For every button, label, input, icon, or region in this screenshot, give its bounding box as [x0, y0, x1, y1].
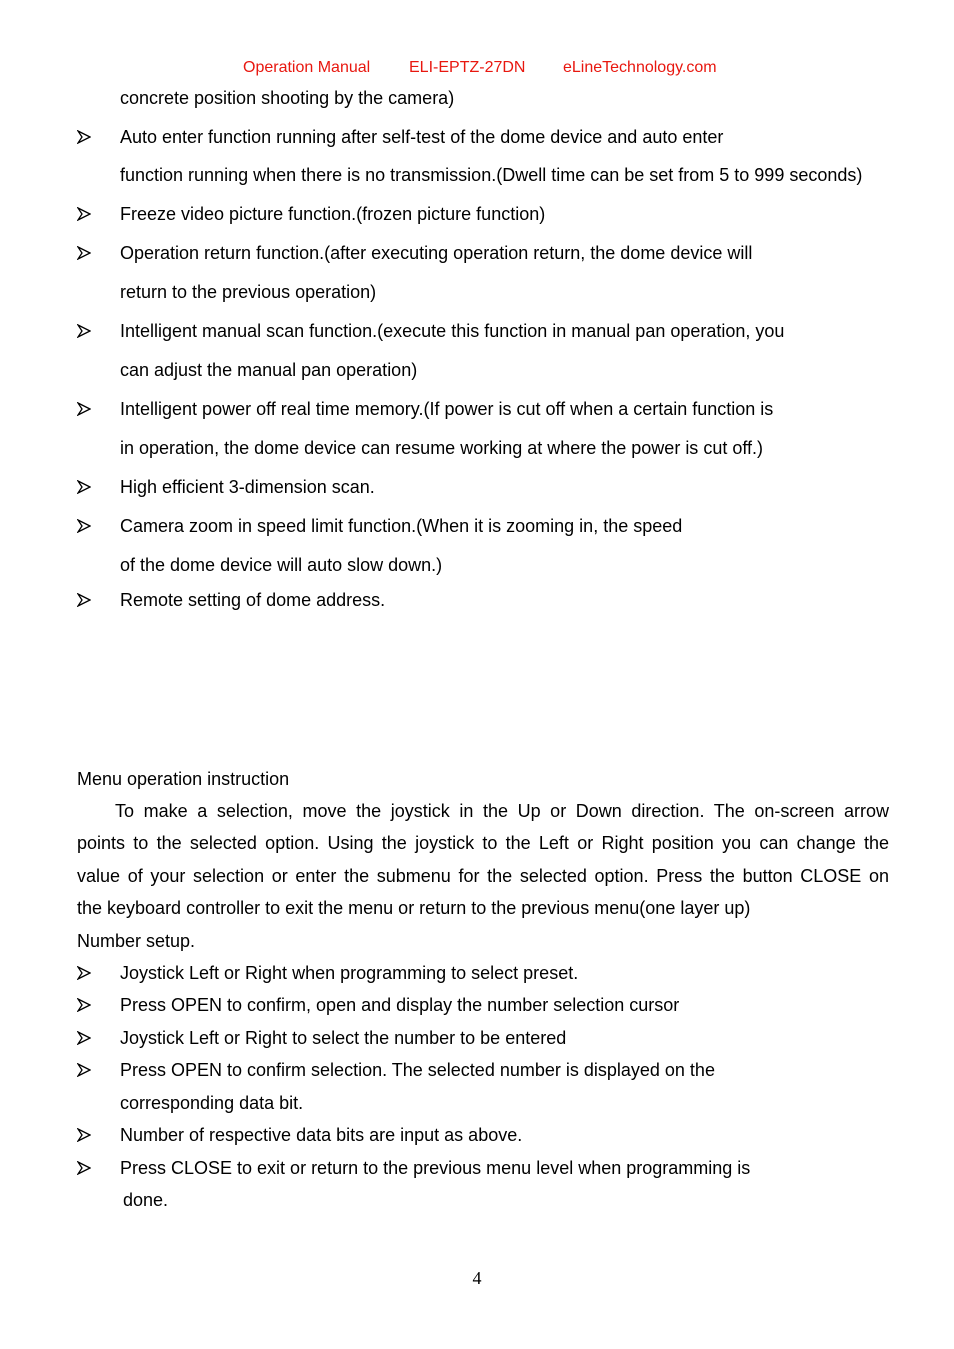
- page-number: 4: [472, 1268, 482, 1288]
- list-item: Operation return function.(after executing operation return, the dome device will: [120, 243, 753, 263]
- arrow-bullet-icon: [77, 324, 91, 338]
- page-header: [0, 59, 954, 79]
- feature-continuation: concrete position shooting by the camera): [120, 88, 455, 108]
- arrow-bullet-icon: [77, 207, 91, 221]
- list-item: High efficient 3-dimension scan.: [120, 477, 375, 497]
- list-item: Press OPEN to confirm, open and display the number selection cursor: [120, 995, 680, 1015]
- list-item-continuation: done.: [123, 1190, 169, 1210]
- arrow-bullet-icon: [77, 593, 91, 607]
- section-title: Menu operation instruction: [77, 769, 290, 789]
- header-doc-type: Operation Manual: [243, 59, 371, 76]
- subsection-title: Number setup.: [77, 931, 196, 951]
- arrow-bullet-icon: [77, 130, 91, 144]
- list-item-continuation: function running when there is no transmission.(Dwell time can be set from 5 to 999 seconds): [120, 165, 863, 185]
- arrow-bullet-icon: [77, 1031, 91, 1045]
- list-item: Joystick Left or Right to select the number to be entered: [120, 1028, 567, 1048]
- list-item: Camera zoom in speed limit function.(When it is zooming in, the speed: [120, 516, 683, 536]
- list-item: Auto enter function running after self-test of the dome device and auto enter: [120, 127, 724, 147]
- list-item-continuation: in operation, the dome device can resume working at where the power is cut off.): [120, 438, 764, 458]
- list-item: Remote setting of dome address.: [120, 590, 386, 610]
- list-item-continuation: corresponding data bit.: [120, 1093, 304, 1113]
- list-item: Intelligent manual scan function.(execute this function in manual pan operation, you: [120, 321, 785, 341]
- paragraph-line: the keyboard controller to exit the menu or return to the previous menu(one layer up): [77, 898, 751, 918]
- arrow-bullet-icon: [77, 966, 91, 980]
- list-item: Press CLOSE to exit or return to the previous menu level when programming is: [120, 1158, 751, 1178]
- list-item: Intelligent power off real time memory.(If power is cut off when a certain function is: [120, 399, 774, 419]
- arrow-bullet-icon: [77, 246, 91, 260]
- list-item-continuation: of the dome device will auto slow down.): [120, 555, 443, 575]
- list-item: Joystick Left or Right when programming to select preset.: [120, 963, 579, 983]
- list-item: Freeze video picture function.(frozen picture function): [120, 204, 546, 224]
- arrow-bullet-icon: [77, 1063, 91, 1077]
- arrow-bullet-icon: [77, 998, 91, 1012]
- arrow-bullet-icon: [77, 519, 91, 533]
- arrow-bullet-icon: [77, 402, 91, 416]
- arrow-bullet-icon: [77, 1161, 91, 1175]
- paragraph-line: points to the selected option. Using the joystick to the Left or Right position you can change the: [77, 833, 889, 853]
- list-item: Number of respective data bits are input as above.: [120, 1125, 523, 1145]
- arrow-bullet-icon: [77, 480, 91, 494]
- list-item-continuation: can adjust the manual pan operation): [120, 360, 418, 380]
- paragraph-line: To make a selection, move the joystick in the Up or Down direction. The on-screen arrow: [115, 801, 889, 821]
- header-website: eLineTechnology.com: [563, 59, 717, 76]
- list-item-continuation: return to the previous operation): [120, 282, 377, 302]
- header-model: ELI-EPTZ-27DN: [409, 59, 526, 76]
- paragraph-line: value of your selection or enter the submenu for the selected option. Press the button CLOSE on: [77, 866, 889, 886]
- list-item: Press OPEN to confirm selection. The selected number is displayed on the: [120, 1060, 715, 1080]
- arrow-bullet-icon: [77, 1128, 91, 1142]
